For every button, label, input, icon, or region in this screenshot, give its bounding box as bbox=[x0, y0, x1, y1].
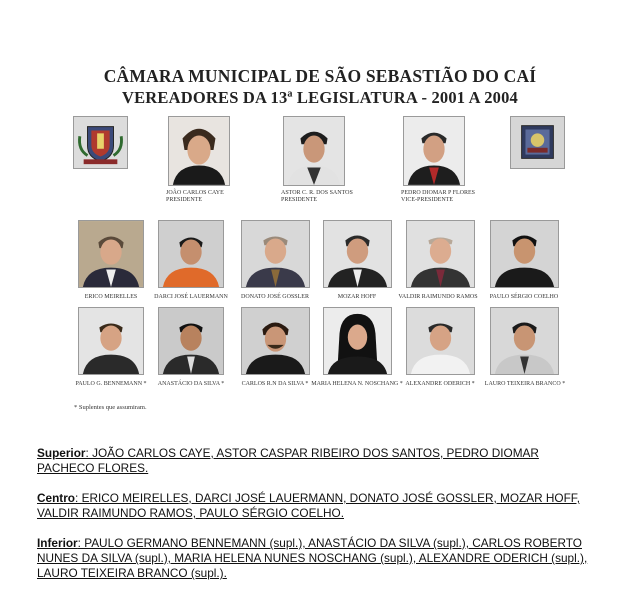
member-name: PAULO SÉRGIO COELHO bbox=[489, 294, 559, 300]
portrait-photo bbox=[403, 116, 465, 186]
city-emblem-icon bbox=[510, 116, 565, 169]
member-name: DONATO JOSÉ GOSSLER bbox=[241, 294, 309, 300]
portrait-photo bbox=[168, 116, 230, 186]
member-name: MOZAR HOFF bbox=[337, 294, 377, 300]
page-subtitle: VEREADORES DA 13ª LEGISLATURA - 2001 A 2004 bbox=[121, 88, 519, 107]
portrait-photo bbox=[406, 307, 475, 375]
caption-centro bbox=[37, 491, 597, 521]
portrait-photo bbox=[158, 307, 224, 375]
portrait-photo bbox=[158, 220, 224, 288]
member-name: ALEXANDRE ODERICH * bbox=[405, 381, 475, 387]
caption-superior bbox=[37, 446, 597, 476]
member-name: PEDRO DIOMAR P FLORES bbox=[401, 190, 475, 196]
member-role: VICE-PRESIDENTE bbox=[401, 197, 453, 203]
caption-label: Centro bbox=[37, 491, 76, 505]
portrait-photo bbox=[78, 307, 144, 375]
member-role: PRESIDENTE bbox=[166, 197, 202, 203]
page-title: CÂMARA MUNICIPAL DE SÃO SEBASTIÃO DO CAÍ bbox=[103, 66, 537, 86]
member-name: ASTOR C. R. DOS SANTOS bbox=[281, 190, 353, 196]
caption-label: Superior bbox=[37, 446, 86, 460]
member-name: LAURO TEIXEIRA BRANCO * bbox=[484, 381, 566, 387]
portrait-photo bbox=[323, 307, 392, 375]
portrait-photo bbox=[490, 220, 559, 288]
caption-text: : PAULO GERMANO BENNEMANN (supl.), ANASTÁCIO DA SILVA (supl.), CARLOS ROBERTO NUNES DA SILVA (supl.), MARIA HELENA NUNES NOSCHANG (supl.), ALEXANDRE ODERICH (supl.), LAURO TEIXEIRA BRANCO (supl.). bbox=[37, 536, 588, 580]
member-name: VALDIR RAIMUNDO RAMOS bbox=[398, 294, 478, 300]
member-name: ANASTÁCIO DA SILVA * bbox=[157, 381, 225, 387]
member-name: MARIA HELENA N. NOSCHANG * bbox=[311, 381, 403, 387]
caption-label: Inferior bbox=[37, 536, 78, 550]
member-name: DARCI JOSÉ LAUERMANN bbox=[154, 294, 228, 300]
portrait-photo bbox=[283, 116, 345, 186]
member-name: CARLOS R.N DA SILVA * bbox=[241, 381, 309, 387]
portrait-photo bbox=[78, 220, 144, 288]
portrait-photo bbox=[406, 220, 475, 288]
portrait-photo bbox=[241, 220, 310, 288]
footnote: * Suplentes que assumiram. bbox=[74, 404, 147, 411]
caption-text: : ERICO MEIRELLES, DARCI JOSÉ LAUERMANN, DONATO JOSÉ GOSSLER, MOZAR HOFF, VALDIR RAIMUNDO RAMOS, PAULO SÉRGIO COELHO. bbox=[37, 491, 580, 520]
portrait-photo bbox=[490, 307, 559, 375]
portrait-photo bbox=[323, 220, 392, 288]
caption-inferior bbox=[37, 536, 597, 581]
caption-text: : JOÃO CARLOS CAYE, ASTOR CASPAR RIBEIRO DOS SANTOS, PEDRO DIOMAR PACHECO FLORES. bbox=[37, 446, 539, 475]
coat-of-arms-icon bbox=[73, 116, 128, 169]
member-name: PAULO G. BENNEMANN * bbox=[75, 381, 147, 387]
member-name: JOÃO CARLOS CAYE bbox=[166, 190, 224, 196]
member-name: ERICO MEIRELLES bbox=[84, 294, 138, 300]
portrait-photo bbox=[241, 307, 310, 375]
member-role: PRESIDENTE bbox=[281, 197, 317, 203]
